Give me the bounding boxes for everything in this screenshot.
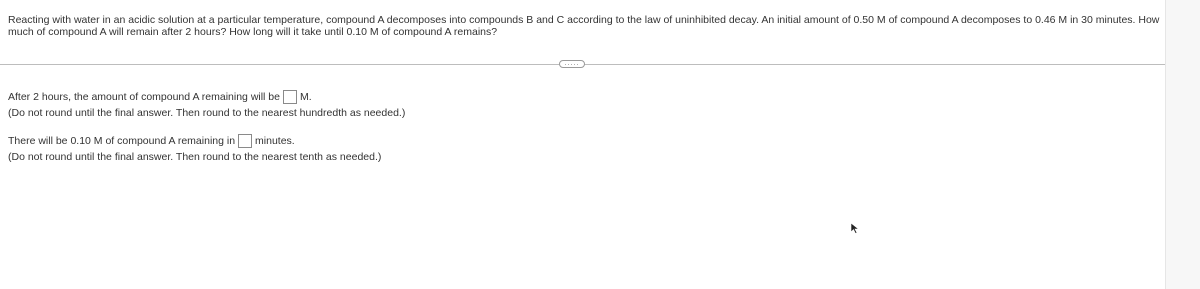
answer2-rounding-note: (Do not round until the final answer. Then round to the nearest tenth as needed.) — [8, 151, 382, 163]
answer1-unit: M. — [300, 91, 312, 103]
expand-more-button[interactable]: ..... — [559, 60, 585, 68]
answer1-rounding-note: (Do not round until the final answer. Then round to the nearest hundredth as needed.) — [8, 107, 406, 119]
answer-part-2 — [8, 134, 381, 163]
answer2-prefix: There will be 0.10 M of compound A remaining in — [8, 135, 236, 147]
answer2-unit: minutes. — [255, 135, 295, 147]
mouse-pointer-icon — [850, 222, 860, 234]
right-scroll-gutter — [1165, 0, 1200, 289]
answer2-input-box[interactable] — [238, 134, 252, 148]
question-text: Reacting with water in an acidic solution at a particular temperature, compound A decomposes into compounds B and C according to the law of uninhibited decay. An initial amount of 0.50 M of compound A decomposes to 0.46 M in 30 minutes. How much of compound A will remain after 2 hours? How long will it take until 0.10 M of compound A remains? — [8, 14, 1160, 38]
answer-part-1 — [8, 90, 405, 119]
answer1-prefix: After 2 hours, the amount of compound A remaining will be — [8, 91, 280, 103]
answer1-input-box[interactable] — [283, 90, 297, 104]
